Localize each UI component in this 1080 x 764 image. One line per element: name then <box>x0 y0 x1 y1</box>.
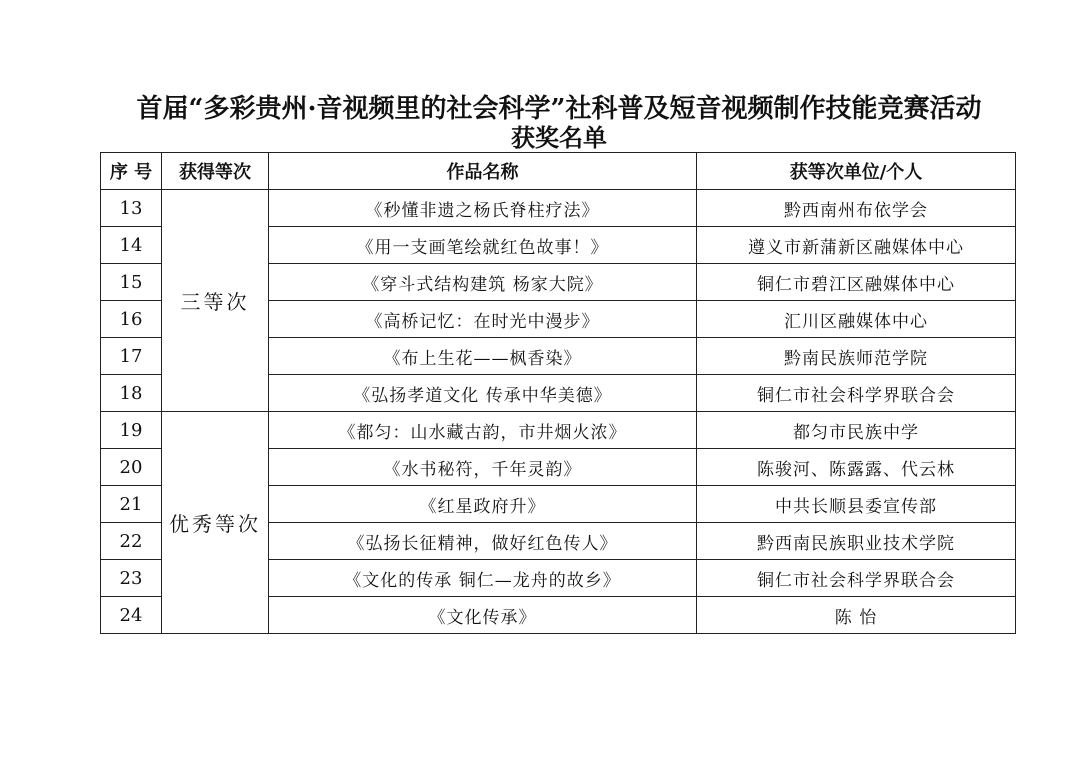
row-seq: 17 <box>101 338 162 375</box>
award-table <box>100 152 1016 634</box>
row-winner: 黔西南民族职业技术学院 <box>697 523 1016 560</box>
row-seq: 13 <box>101 190 162 227</box>
row-winner: 陈骏河、陈露露、代云林 <box>697 449 1016 486</box>
row-seq: 20 <box>101 449 162 486</box>
row-seq: 23 <box>101 560 162 597</box>
row-work: 《高桥记忆：在时光中漫步》 <box>269 301 697 338</box>
header-winner: 获等次单位/个人 <box>697 153 1016 190</box>
row-work: 《用一支画笔绘就红色故事！》 <box>269 227 697 264</box>
row-work: 《弘扬长征精神，做好红色传人》 <box>269 523 697 560</box>
row-winner: 铜仁市碧江区融媒体中心 <box>697 264 1016 301</box>
header-rank: 获得等次 <box>162 153 269 190</box>
row-seq: 16 <box>101 301 162 338</box>
row-winner: 汇川区融媒体中心 <box>697 301 1016 338</box>
row-winner: 黔南民族师范学院 <box>697 338 1016 375</box>
row-work: 《文化传承》 <box>269 597 697 634</box>
row-work: 《布上生花——枫香染》 <box>269 338 697 375</box>
table-header-row <box>101 153 1016 190</box>
row-work: 《弘扬孝道文化 传承中华美德》 <box>269 375 697 412</box>
row-winner: 陈 怡 <box>697 597 1016 634</box>
table-row <box>101 190 1016 227</box>
row-work: 《红星政府升》 <box>269 486 697 523</box>
document-subtitle: 获奖名单 <box>511 123 607 152</box>
row-seq: 24 <box>101 597 162 634</box>
row-winner: 黔西南州布依学会 <box>697 190 1016 227</box>
row-seq: 15 <box>101 264 162 301</box>
rank-group-excellent: 优秀等次 <box>162 412 269 634</box>
row-work: 《文化的传承 铜仁—龙舟的故乡》 <box>269 560 697 597</box>
row-seq: 21 <box>101 486 162 523</box>
row-work: 《秒懂非遗之杨氏脊柱疗法》 <box>269 190 697 227</box>
row-winner: 中共长顺县委宣传部 <box>697 486 1016 523</box>
row-work: 《水书秘符，千年灵韵》 <box>269 449 697 486</box>
document-title: 首届“多彩贵州·音视频里的社会科学”社科普及短音视频制作技能竞赛活动 <box>136 94 982 124</box>
row-work: 《都匀：山水藏古韵，市井烟火浓》 <box>269 412 697 449</box>
row-winner: 铜仁市社会科学界联合会 <box>697 560 1016 597</box>
header-work: 作品名称 <box>269 153 697 190</box>
row-seq: 14 <box>101 227 162 264</box>
table-row <box>101 412 1016 449</box>
row-seq: 22 <box>101 523 162 560</box>
rank-group-third: 三等次 <box>162 190 269 412</box>
row-winner: 都匀市民族中学 <box>697 412 1016 449</box>
row-seq: 19 <box>101 412 162 449</box>
row-seq: 18 <box>101 375 162 412</box>
row-work: 《穿斗式结构建筑 杨家大院》 <box>269 264 697 301</box>
row-winner: 铜仁市社会科学界联合会 <box>697 375 1016 412</box>
row-winner: 遵义市新蒲新区融媒体中心 <box>697 227 1016 264</box>
header-seq: 序 号 <box>101 153 162 190</box>
